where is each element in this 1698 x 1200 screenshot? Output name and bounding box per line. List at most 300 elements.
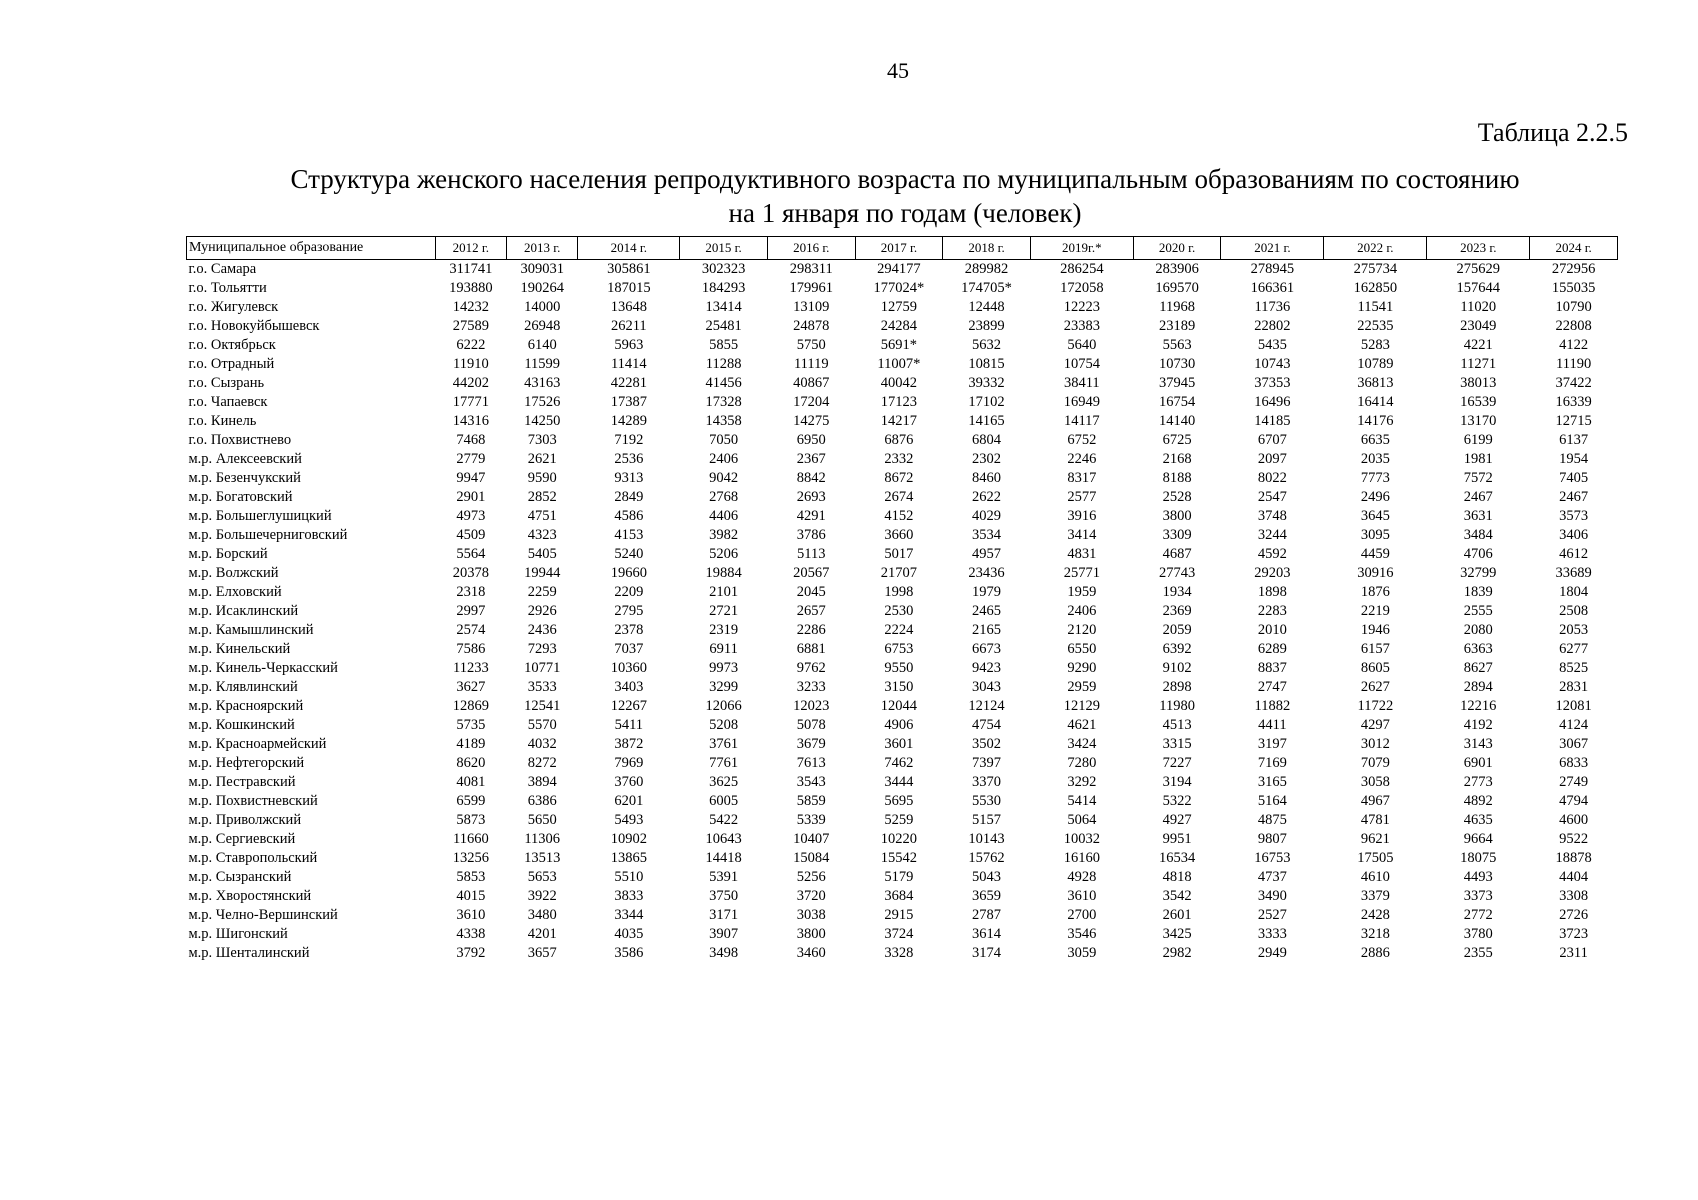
- population-value: 283906: [1155, 261, 1199, 277]
- population-value: 2010: [1257, 622, 1287, 638]
- population-value: 6804: [972, 432, 1002, 448]
- population-value: 17204: [793, 394, 830, 410]
- municipality-name: м.р. Хворостянский: [188, 888, 312, 904]
- population-value: 42281: [610, 375, 647, 391]
- population-value: 3625: [709, 774, 739, 790]
- population-value: 4411: [1258, 717, 1287, 733]
- population-value: 14289: [610, 413, 647, 429]
- population-value: 12081: [1555, 698, 1592, 714]
- population-value: 6950: [796, 432, 826, 448]
- population-value: 3800: [796, 926, 826, 942]
- population-value: 3150: [884, 679, 914, 695]
- population-value: 3197: [1257, 736, 1287, 752]
- population-value: 9522: [1559, 831, 1589, 847]
- population-value: 16534: [1158, 850, 1196, 866]
- population-value: 4906: [884, 717, 914, 733]
- population-value: 2997: [456, 603, 486, 619]
- population-value: 3460: [796, 945, 826, 961]
- table-title-line-2: на 1 января по годам (человек): [728, 198, 1082, 228]
- population-value: 3484: [1463, 527, 1493, 543]
- population-value: 2949: [1257, 945, 1287, 961]
- population-value: 11599: [524, 356, 561, 372]
- population-value: 3982: [709, 527, 739, 543]
- population-value: 2530: [884, 603, 914, 619]
- table-row: [187, 716, 1618, 735]
- population-value: 2332: [884, 451, 914, 467]
- population-value: 17387: [610, 394, 647, 410]
- table-title: [0, 162, 1698, 230]
- population-value: 29203: [1254, 565, 1291, 581]
- population-value: 9973: [709, 660, 739, 676]
- population-value: 8317: [1067, 470, 1097, 486]
- population-value: 3299: [709, 679, 739, 695]
- population-value: 5017: [884, 546, 914, 562]
- population-value: 5435: [1257, 337, 1287, 353]
- population-value: 2700: [1067, 907, 1097, 923]
- population-value: 14185: [1254, 413, 1291, 429]
- population-value: 3792: [456, 945, 486, 961]
- population-value: 166361: [1250, 280, 1295, 296]
- population-value: 309031: [520, 261, 564, 277]
- population-value: 6881: [796, 641, 826, 657]
- population-value: 11660: [453, 831, 489, 847]
- municipality-name: м.р. Кинельский: [188, 641, 291, 657]
- population-value: 2749: [1559, 774, 1589, 790]
- population-value: 5570: [527, 717, 557, 733]
- population-value: 9290: [1067, 660, 1097, 676]
- population-value: 3684: [884, 888, 914, 904]
- table-row: [187, 621, 1618, 640]
- population-value: 7397: [972, 755, 1002, 771]
- population-value: 3631: [1463, 508, 1493, 524]
- population-value: 3894: [527, 774, 557, 790]
- population-value: 1934: [1162, 584, 1192, 600]
- population-value: 4706: [1463, 546, 1493, 562]
- population-value: 19884: [705, 565, 742, 581]
- population-value: 4189: [456, 736, 486, 752]
- population-value: 3043: [972, 679, 1002, 695]
- municipality-name: м.р. Волжский: [188, 565, 279, 581]
- population-value: 4973: [456, 508, 486, 524]
- table-title-line-1: Структура женского населения репродуктивного возраста по муниципальным образованиям по состоянию: [290, 164, 1520, 194]
- population-value: 8188: [1162, 470, 1192, 486]
- population-value: 14117: [1063, 413, 1100, 429]
- population-value: 13414: [705, 299, 742, 315]
- population-value: 3328: [884, 945, 914, 961]
- population-value: 3586: [614, 945, 644, 961]
- population-value: 6911: [709, 641, 738, 657]
- population-value: 11190: [1556, 356, 1592, 372]
- population-value: 24878: [793, 318, 830, 334]
- population-value: 4875: [1257, 812, 1287, 828]
- population-value: 4610: [1360, 869, 1390, 885]
- population-value: 2747: [1257, 679, 1287, 695]
- population-value: 2467: [1559, 489, 1589, 505]
- population-value: 2721: [709, 603, 739, 619]
- population-value: 6635: [1360, 432, 1390, 448]
- population-value: 8022: [1257, 470, 1287, 486]
- population-value: 311741: [449, 261, 493, 277]
- population-value: 23383: [1063, 318, 1100, 334]
- population-value: 5208: [709, 717, 739, 733]
- population-value: 2901: [456, 489, 486, 505]
- table-row: [187, 279, 1618, 298]
- population-value: 17526: [524, 394, 561, 410]
- population-value: 2528: [1162, 489, 1192, 505]
- population-value: 7572: [1463, 470, 1493, 486]
- population-value: 4493: [1463, 869, 1493, 885]
- municipality-name: г.о. Отрадный: [188, 356, 275, 372]
- population-value: 14176: [1357, 413, 1394, 429]
- population-value: 3480: [527, 907, 557, 923]
- population-value: 4600: [1559, 812, 1589, 828]
- population-value: 10790: [1555, 299, 1592, 315]
- population-value: 2378: [614, 622, 644, 638]
- population-value: 2259: [527, 584, 557, 600]
- population-value: 4687: [1162, 546, 1192, 562]
- population-value: 1979: [972, 584, 1002, 600]
- population-value: 11271: [1460, 356, 1497, 372]
- population-value: 302323: [701, 261, 746, 277]
- municipality-name: м.р. Красноармейский: [188, 736, 327, 752]
- municipality-name: м.р. Большеглушицкий: [188, 508, 332, 524]
- population-value: 305861: [607, 261, 651, 277]
- header-year: 2024 г.: [1530, 237, 1618, 260]
- population-value: 2436: [527, 622, 557, 638]
- municipality-name: г.о. Новокуйбышевск: [188, 318, 320, 334]
- table-row: [187, 887, 1618, 906]
- population-value: 11736: [1254, 299, 1291, 315]
- table-row: [187, 925, 1618, 944]
- population-value: 41456: [705, 375, 742, 391]
- municipality-name: м.р. Безенчукский: [188, 470, 301, 486]
- population-value: 8272: [527, 755, 557, 771]
- population-value: 13648: [610, 299, 647, 315]
- population-value: 4621: [1067, 717, 1097, 733]
- population-value: 27589: [452, 318, 489, 334]
- population-value: 2059: [1162, 622, 1192, 638]
- population-value: 30916: [1357, 565, 1394, 581]
- population-value: 22808: [1555, 318, 1592, 334]
- population-value: 14217: [880, 413, 918, 429]
- table-row: [187, 773, 1618, 792]
- population-value: 2693: [796, 489, 826, 505]
- population-value: 5493: [614, 812, 644, 828]
- population-value: 16754: [1158, 394, 1196, 410]
- population-value: 4928: [1067, 869, 1097, 885]
- population-table: [186, 236, 1618, 963]
- population-value: 3760: [614, 774, 644, 790]
- population-value: 10902: [610, 831, 647, 847]
- population-value: 44202: [452, 375, 489, 391]
- municipality-name: м.р. Елховский: [188, 584, 282, 600]
- population-value: 2355: [1463, 945, 1493, 961]
- population-value: 10743: [1254, 356, 1291, 372]
- population-value: 32799: [1460, 565, 1497, 581]
- municipality-name: м.р. Похвистневский: [188, 793, 318, 809]
- population-value: 4612: [1559, 546, 1589, 562]
- population-value: 11882: [1254, 698, 1291, 714]
- population-value: 6753: [884, 641, 914, 657]
- population-value: 6550: [1067, 641, 1097, 657]
- population-value: 3174: [972, 945, 1002, 961]
- table-row: [187, 260, 1618, 280]
- population-value: 16539: [1460, 394, 1497, 410]
- table-row: [187, 488, 1618, 507]
- population-value: 5653: [527, 869, 557, 885]
- population-value: 4957: [972, 546, 1002, 562]
- population-value: 294177: [877, 261, 921, 277]
- population-value: 2601: [1162, 907, 1192, 923]
- population-value: 5873: [456, 812, 486, 828]
- population-value: 3373: [1463, 888, 1493, 904]
- population-value: 2555: [1463, 603, 1493, 619]
- population-value: 3012: [1360, 736, 1390, 752]
- population-value: 3610: [1067, 888, 1097, 904]
- population-value: 4892: [1463, 793, 1493, 809]
- population-value: 157644: [1456, 280, 1501, 296]
- municipality-name: м.р. Большечерниговский: [188, 527, 348, 543]
- table-row: [187, 868, 1618, 887]
- population-value: 4015: [456, 888, 486, 904]
- population-value: 7169: [1257, 755, 1287, 771]
- table-row: [187, 583, 1618, 602]
- header-year: 2012 г.: [435, 237, 506, 260]
- population-value: 11020: [1460, 299, 1497, 315]
- header-row: [187, 237, 1618, 260]
- header-year: 2022 г.: [1324, 237, 1427, 260]
- population-value: 22802: [1254, 318, 1291, 334]
- population-value: 3095: [1360, 527, 1390, 543]
- population-value: 2302: [972, 451, 1002, 467]
- population-value: 17123: [880, 394, 918, 410]
- population-value: 14316: [452, 413, 489, 429]
- population-value: 4221: [1463, 337, 1493, 353]
- population-value: 3067: [1559, 736, 1589, 752]
- population-value: 26948: [524, 318, 561, 334]
- municipality-name: м.р. Алексеевский: [188, 451, 302, 467]
- population-value: 7462: [884, 755, 914, 771]
- population-value: 9550: [884, 660, 914, 676]
- municipality-name: м.р. Нефтегорский: [188, 755, 305, 771]
- population-value: 5414: [1067, 793, 1097, 809]
- population-value: 11007*: [877, 356, 921, 372]
- population-value: 289982: [964, 261, 1009, 277]
- population-value: 162850: [1353, 280, 1398, 296]
- municipality-name: м.р. Приволжский: [188, 812, 302, 828]
- population-value: 2120: [1067, 622, 1097, 638]
- population-value: 179961: [789, 280, 833, 296]
- population-value: 9042: [709, 470, 739, 486]
- population-value: 9807: [1257, 831, 1287, 847]
- population-value: 8627: [1463, 660, 1493, 676]
- municipality-name: г.о. Кинель: [188, 413, 257, 429]
- population-value: 2726: [1559, 907, 1589, 923]
- population-value: 4459: [1360, 546, 1390, 562]
- population-value: 20378: [452, 565, 489, 581]
- population-value: 6725: [1162, 432, 1192, 448]
- population-value: 14000: [524, 299, 561, 315]
- population-value: 2311: [1559, 945, 1588, 961]
- population-value: 11541: [1357, 299, 1394, 315]
- population-value: 2657: [796, 603, 826, 619]
- population-value: 4513: [1162, 717, 1192, 733]
- population-value: 6901: [1463, 755, 1493, 771]
- population-value: 5691*: [880, 337, 918, 353]
- population-value: 3143: [1463, 736, 1493, 752]
- population-value: 19944: [524, 565, 561, 581]
- population-value: 17102: [968, 394, 1005, 410]
- population-value: 4754: [972, 717, 1002, 733]
- population-value: 11288: [705, 356, 742, 372]
- population-value: 40867: [793, 375, 830, 391]
- population-value: 15542: [880, 850, 918, 866]
- population-value: 3059: [1067, 945, 1097, 961]
- population-value: 2627: [1360, 679, 1390, 695]
- table-row: [187, 393, 1618, 412]
- municipality-name: м.р. Ставропольский: [188, 850, 318, 866]
- population-value: 2898: [1162, 679, 1192, 695]
- population-value: 14418: [705, 850, 742, 866]
- population-value: 1804: [1559, 584, 1589, 600]
- population-value: 25481: [705, 318, 742, 334]
- population-value: 4081: [456, 774, 486, 790]
- population-value: 4509: [456, 527, 486, 543]
- population-value: 11306: [524, 831, 561, 847]
- population-value: 7773: [1360, 470, 1390, 486]
- population-value: 23049: [1460, 318, 1497, 334]
- population-value: 3490: [1257, 888, 1287, 904]
- municipality-name: г.о. Тольятти: [188, 280, 267, 296]
- population-value: 3502: [972, 736, 1002, 752]
- population-value: 3498: [709, 945, 739, 961]
- population-value: 27743: [1158, 565, 1196, 581]
- population-value: 4794: [1559, 793, 1589, 809]
- population-value: 16160: [1063, 850, 1100, 866]
- municipality-name: м.р. Шигонский: [188, 926, 288, 942]
- population-value: 3601: [884, 736, 914, 752]
- population-value: 37945: [1158, 375, 1196, 391]
- population-value: 5256: [796, 869, 826, 885]
- population-value: 10643: [705, 831, 742, 847]
- population-value: 9947: [456, 470, 486, 486]
- population-value: 2168: [1162, 451, 1192, 467]
- population-value: 3645: [1360, 508, 1390, 524]
- population-value: 3414: [1067, 527, 1097, 543]
- population-value: 5640: [1067, 337, 1097, 353]
- population-value: 9590: [527, 470, 557, 486]
- population-value: 272956: [1551, 261, 1596, 277]
- municipality-name: м.р. Борский: [188, 546, 268, 562]
- population-value: 2209: [614, 584, 644, 600]
- population-value: 12267: [610, 698, 647, 714]
- population-value: 22535: [1357, 318, 1394, 334]
- population-value: 3244: [1257, 527, 1287, 543]
- population-value: 6140: [527, 337, 557, 353]
- population-value: 4635: [1463, 812, 1493, 828]
- municipality-name: г.о. Октябрьск: [188, 337, 276, 353]
- population-value: 3750: [709, 888, 739, 904]
- table-row: [187, 754, 1618, 773]
- population-value: 5322: [1162, 793, 1192, 809]
- municipality-name: г.о. Чапаевск: [188, 394, 268, 410]
- municipality-name: м.р. Богатовский: [188, 489, 293, 505]
- population-value: 10754: [1063, 356, 1100, 372]
- population-value: 15084: [793, 850, 830, 866]
- population-value: 2536: [614, 451, 644, 467]
- population-value: 4201: [527, 926, 557, 942]
- header-year: 2019г.*: [1030, 237, 1133, 260]
- population-value: 3724: [884, 926, 914, 942]
- header-year: 2014 г.: [578, 237, 680, 260]
- population-value: 2101: [709, 584, 739, 600]
- population-value: 4192: [1463, 717, 1493, 733]
- population-value: 12541: [524, 698, 561, 714]
- population-value: 25771: [1063, 565, 1100, 581]
- population-value: 5078: [796, 717, 826, 733]
- population-value: 172058: [1060, 280, 1104, 296]
- population-value: 12448: [968, 299, 1005, 315]
- table-row: [187, 811, 1618, 830]
- population-value: 6005: [709, 793, 739, 809]
- population-value: 18075: [1460, 850, 1497, 866]
- population-value: 4338: [456, 926, 486, 942]
- population-value: 4029: [972, 508, 1002, 524]
- population-value: 17771: [452, 394, 489, 410]
- population-value: 40042: [880, 375, 918, 391]
- population-value: 8672: [884, 470, 914, 486]
- table-row: [187, 564, 1618, 583]
- population-value: 3308: [1559, 888, 1589, 904]
- population-value: 4152: [884, 508, 914, 524]
- population-value: 5405: [527, 546, 557, 562]
- table-row: [187, 640, 1618, 659]
- population-value: 2045: [796, 584, 826, 600]
- population-value: 3038: [796, 907, 826, 923]
- population-value: 4586: [614, 508, 644, 524]
- population-value: 298311: [789, 261, 833, 277]
- population-value: 3444: [884, 774, 914, 790]
- population-value: 10220: [880, 831, 918, 847]
- population-value: 2219: [1360, 603, 1390, 619]
- population-value: 16949: [1063, 394, 1100, 410]
- population-value: 286254: [1060, 261, 1104, 277]
- population-value: 3907: [709, 926, 739, 942]
- population-value: 2622: [972, 489, 1002, 505]
- population-value: 3194: [1162, 774, 1192, 790]
- table-header: [187, 237, 1618, 260]
- page-number: 45: [887, 58, 909, 83]
- population-value: 2894: [1463, 679, 1493, 695]
- population-value: 6752: [1067, 432, 1097, 448]
- population-value: 2621: [527, 451, 557, 467]
- table-row: [187, 374, 1618, 393]
- population-value: 7969: [614, 755, 644, 771]
- population-value: 6137: [1559, 432, 1589, 448]
- population-value: 23189: [1158, 318, 1196, 334]
- population-value: 3833: [614, 888, 644, 904]
- population-value: 4406: [709, 508, 739, 524]
- population-value: 2577: [1067, 489, 1097, 505]
- population-value: 3403: [614, 679, 644, 695]
- population-value: 2224: [884, 622, 914, 638]
- population-value: 3761: [709, 736, 739, 752]
- population-value: 3573: [1559, 508, 1589, 524]
- population-value: 6201: [614, 793, 644, 809]
- population-value: 2982: [1162, 945, 1192, 961]
- population-value: 4124: [1559, 717, 1589, 733]
- population-value: 14165: [968, 413, 1005, 429]
